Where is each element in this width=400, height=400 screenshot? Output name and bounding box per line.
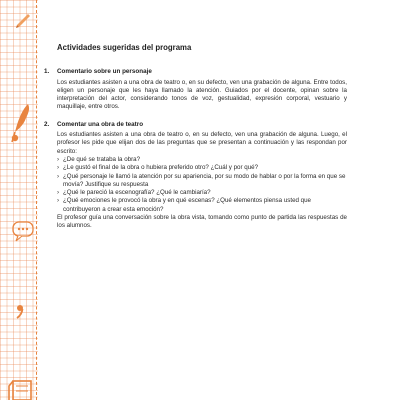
page-title: Actividades sugeridas del programa <box>57 43 192 52</box>
list-item: › ¿Qué personaje le llamó la atención por su apariencia, por su modo de hablar o por la forma en que se movía? Justifique su respuesta <box>57 173 347 190</box>
list-item: › ¿Qué le pareció la escenografía? ¿Qué le cambiaría? <box>57 189 347 197</box>
document-body <box>44 44 347 240</box>
section-paragraph: Los estudiantes asisten a una obra de teatro o, en su defecto, ven una grabación de alguna. Luego, el profesor les pide que elijan dos de las preguntas que se presentan a continuación y las respondan por escrito: <box>57 131 347 155</box>
question-list <box>44 156 347 214</box>
comma-icon <box>17 305 23 318</box>
notebook-icon <box>9 381 31 400</box>
closing-paragraph: El profesor guía una conversación sobre la obra vista, tomando como punto de partida las respuestas de los alumnos. <box>57 214 347 230</box>
section-paragraph: Los estudiantes asisten a una obra de teatro o, en su defecto, ven una grabación de alguna. Entre todos, eligen un personaje que les haya llamado la atención. Guiados por el docente, opinan sobre la interpretación del actor, considerando tonos de voz, gestualidad, expresión corporal, vestuario y maquillaje, entre otros. <box>57 78 347 111</box>
section-title: Comentar una obra de teatro <box>57 120 144 128</box>
pencil-icon <box>16 14 30 28</box>
list-item: › ¿De qué se trataba la obra? <box>57 156 347 164</box>
section-number: 1. <box>44 68 50 76</box>
speech-bubble-icon <box>13 222 33 241</box>
section-2 <box>44 121 347 231</box>
margin-decorations <box>0 0 40 400</box>
nib-pen-icon <box>12 104 29 142</box>
section-title: Comentario sobre un personaje <box>57 68 152 76</box>
list-item: › ¿Qué emociones le provocó la obra y en qué escenas? ¿Qué elementos piensa usted que contribuyeron a crear esta emoción? <box>57 197 347 214</box>
section-1 <box>44 68 347 111</box>
section-number: 2. <box>44 120 50 128</box>
section-heading <box>44 68 347 76</box>
section-heading <box>44 121 347 129</box>
list-item: › ¿Le gustó el final de la obra o hubiera preferido otro? ¿Cuál y por qué? <box>57 164 347 172</box>
